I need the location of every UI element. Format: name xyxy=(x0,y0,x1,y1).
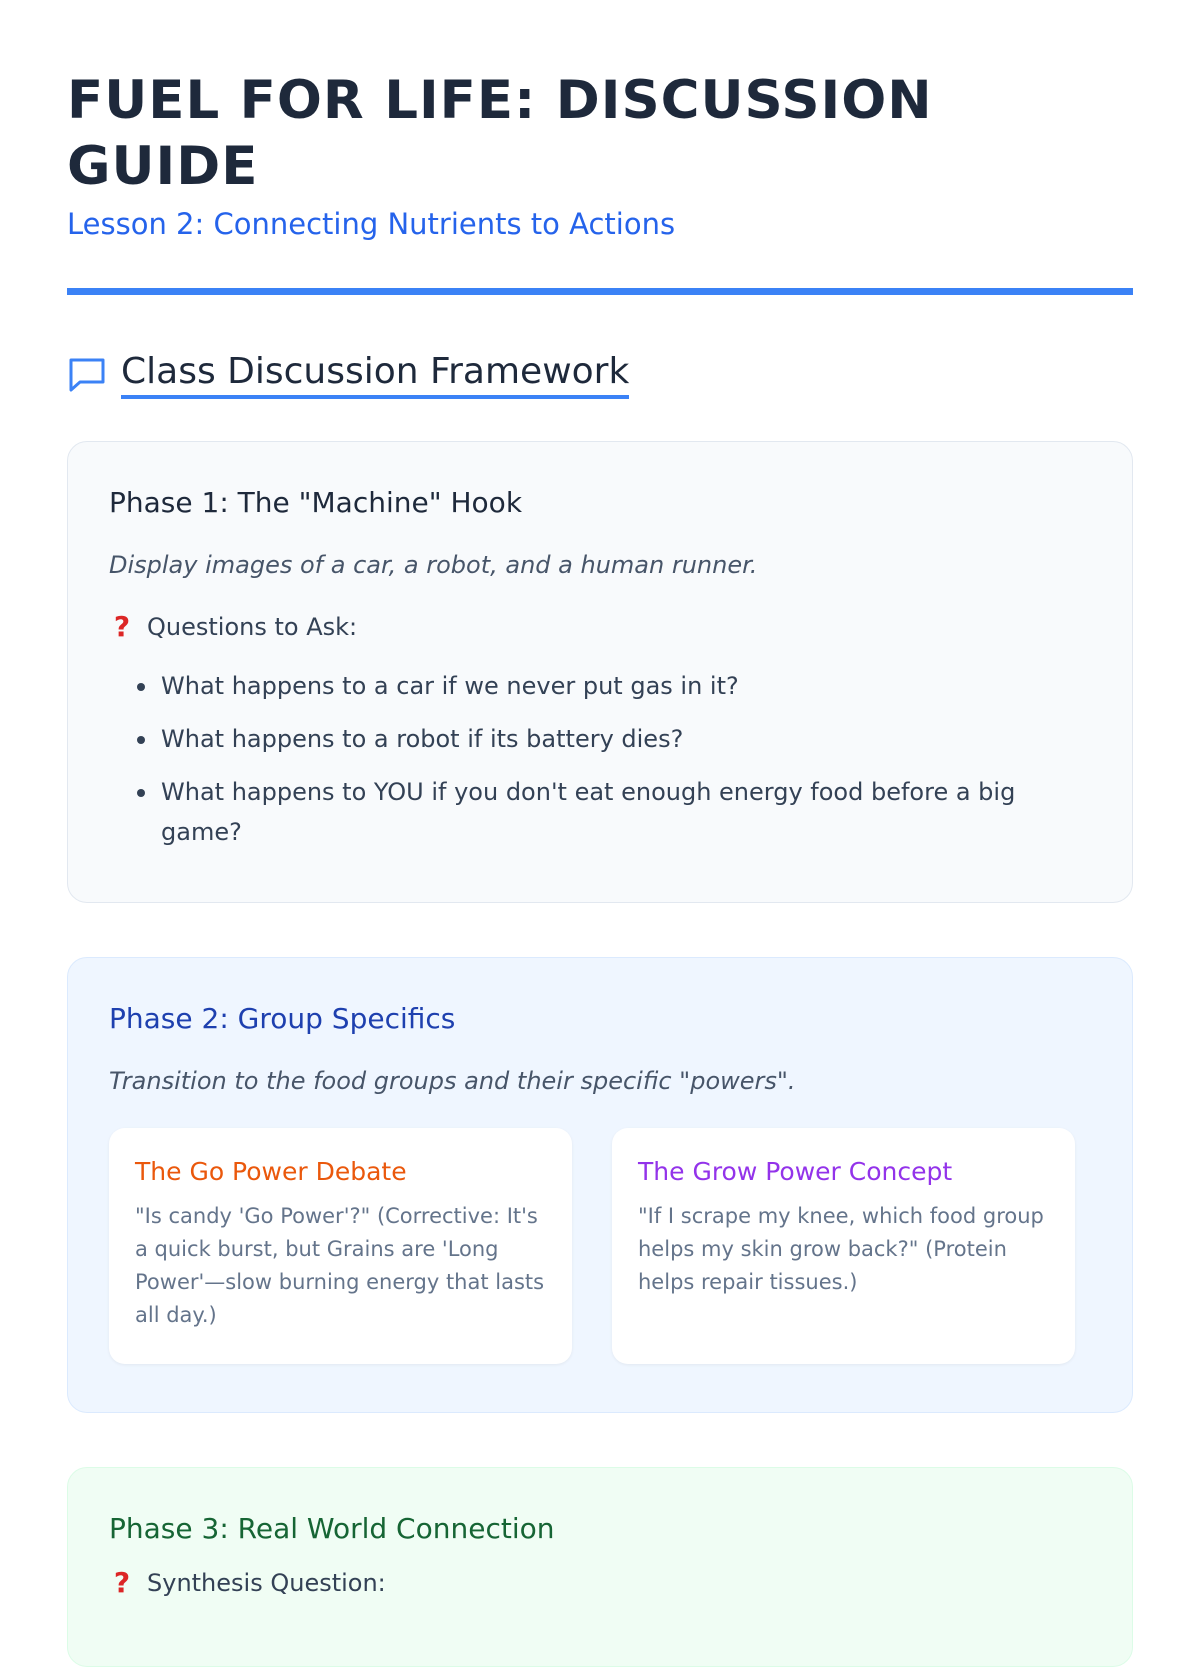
phase-1-intro: Display images of a car, a robot, and a human runner. xyxy=(109,551,758,579)
chat-bubble-icon xyxy=(67,354,107,394)
list-item: What happens to a robot if its battery dies? xyxy=(161,719,1091,759)
go-power-body: "Is candy 'Go Power'?" (Corrective: It's a quick burst, but Grains are 'Long Power'—slow burning energy that lasts all day.) xyxy=(135,1204,545,1327)
phase-1-card xyxy=(67,441,1133,903)
phase-3-title: Phase 3: Real World Connection xyxy=(109,1512,555,1545)
grow-power-body: "If I scrape my knee, which food group helps my skin grow back?" (Protein helps repair tissues.) xyxy=(638,1204,1044,1294)
grow-power-title: The Grow Power Concept xyxy=(638,1157,953,1186)
document-subtitle: Lesson 2: Connecting Nutrients to Actions xyxy=(67,207,676,241)
phase-2-intro: Transition to the food groups and their specific "powers". xyxy=(109,1067,796,1095)
list-item: What happens to YOU if you don't eat enough energy food before a big game? xyxy=(161,772,1091,852)
question-mark-icon: ? xyxy=(113,610,131,643)
document-title: FUEL FOR LIFE: DISCUSSION GUIDE xyxy=(67,70,933,197)
section-heading xyxy=(67,349,1133,399)
phase-2-title: Phase 2: Group Specifics xyxy=(109,1002,456,1035)
go-power-card xyxy=(109,1128,572,1364)
list-item: What happens to a car if we never put gas in it? xyxy=(161,666,1091,706)
question-mark-icon: ? xyxy=(113,1566,131,1599)
questions-label-text: Questions to Ask: xyxy=(147,613,358,641)
title-divider xyxy=(67,288,1133,295)
section-heading-text: Class Discussion Framework xyxy=(121,349,629,399)
grow-power-card xyxy=(612,1128,1075,1364)
phase-2-card xyxy=(67,957,1133,1413)
phase-1-title: Phase 1: The "Machine" Hook xyxy=(109,486,523,519)
phase-2-subcards xyxy=(109,1128,1091,1364)
phase-1-questions-label xyxy=(109,610,1091,644)
phase-1-question-list xyxy=(109,666,1091,852)
go-power-title: The Go Power Debate xyxy=(135,1157,407,1186)
phase-3-questions-label xyxy=(109,1566,1091,1600)
phase-3-card xyxy=(67,1467,1133,1667)
synthesis-label-text: Synthesis Question: xyxy=(147,1569,386,1597)
